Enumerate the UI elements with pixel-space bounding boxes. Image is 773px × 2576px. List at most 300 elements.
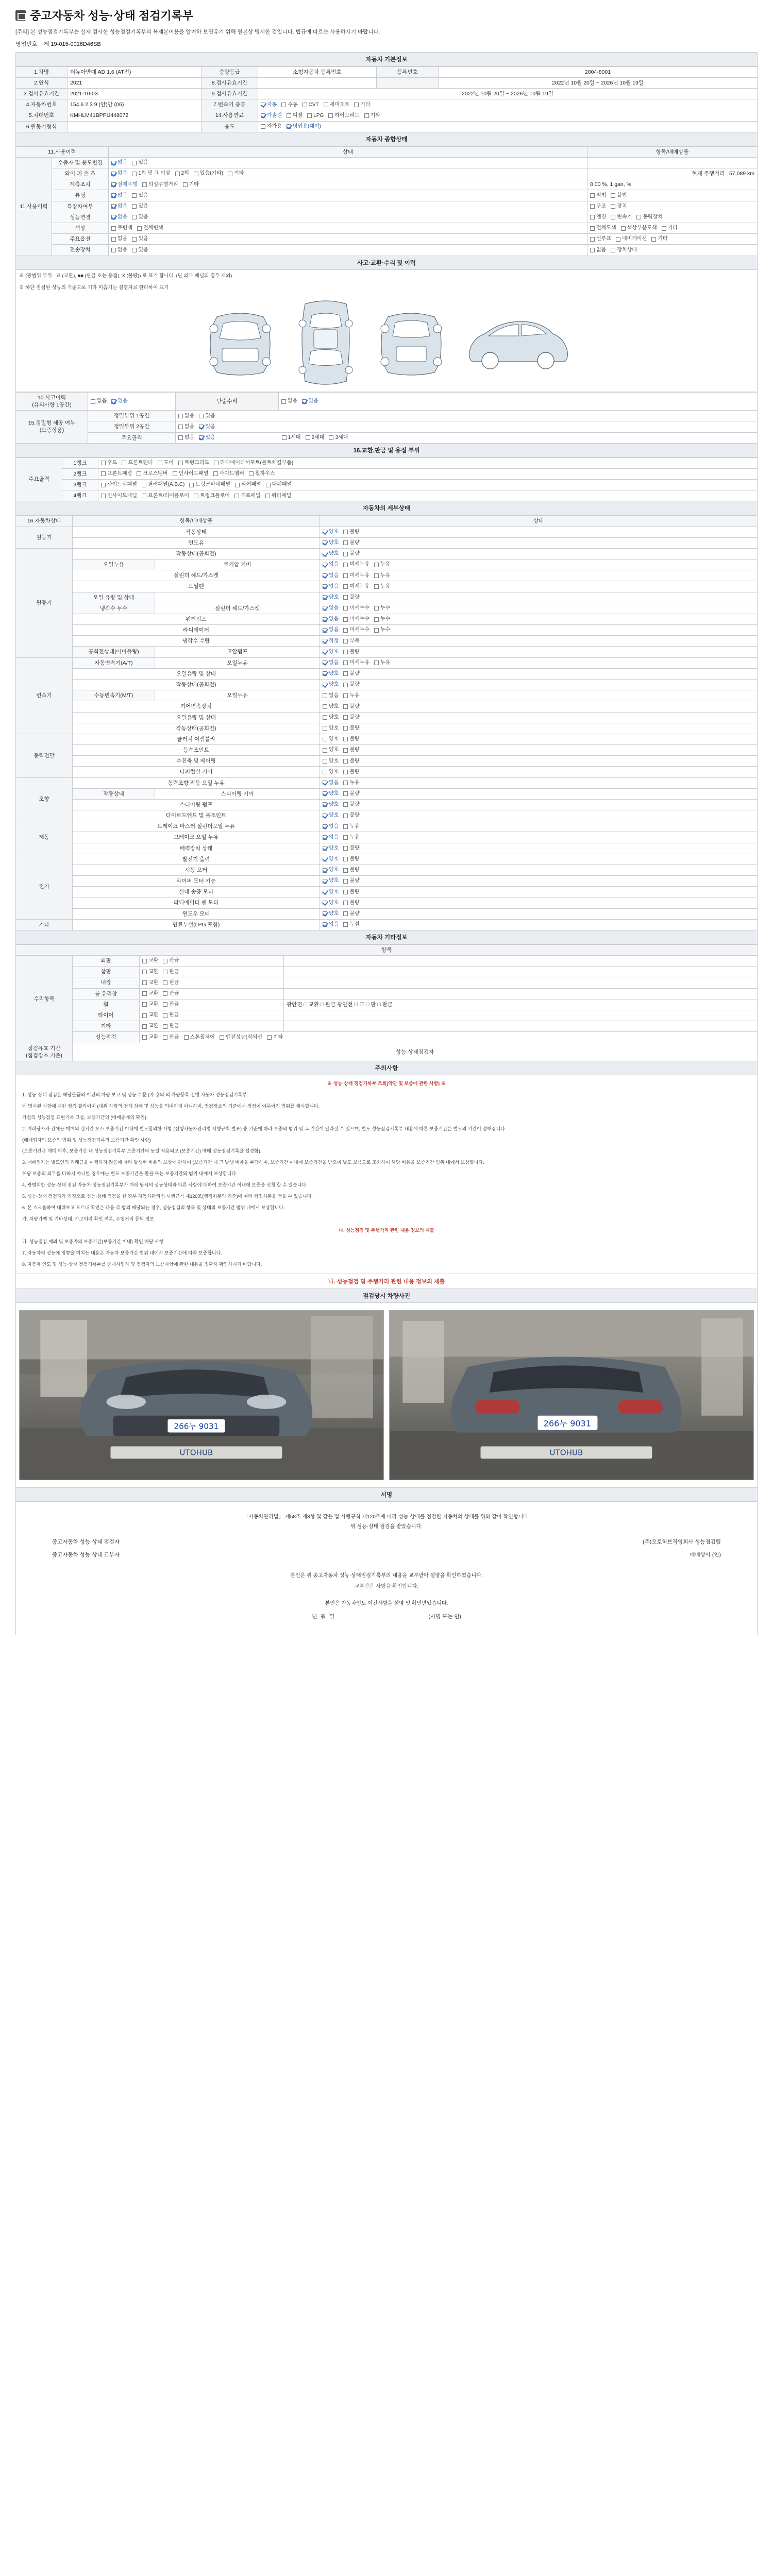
checkbox-box[interactable] bbox=[323, 595, 327, 600]
checkbox-box[interactable] bbox=[343, 922, 348, 927]
checkbox-box[interactable] bbox=[343, 584, 348, 589]
checkbox-option[interactable] bbox=[163, 1001, 179, 1008]
checkbox-box[interactable] bbox=[343, 540, 348, 545]
checkbox-option[interactable] bbox=[142, 1001, 158, 1008]
checkbox-option[interactable] bbox=[343, 529, 359, 536]
checkbox-box[interactable] bbox=[323, 781, 327, 785]
checkbox-option[interactable] bbox=[142, 990, 158, 997]
checkbox-option[interactable] bbox=[142, 1023, 158, 1030]
checkbox-box[interactable] bbox=[101, 471, 106, 476]
checkbox-box[interactable] bbox=[616, 237, 620, 242]
checkbox-option[interactable] bbox=[142, 1012, 158, 1019]
checkbox-box[interactable] bbox=[265, 494, 270, 498]
checkbox-box[interactable] bbox=[343, 781, 348, 785]
checkbox-box[interactable] bbox=[590, 204, 595, 209]
checkbox-option[interactable] bbox=[343, 670, 359, 677]
checkbox-option[interactable] bbox=[91, 398, 107, 405]
checkbox-box[interactable] bbox=[343, 573, 348, 578]
checkbox-option[interactable] bbox=[142, 979, 158, 987]
checkbox-option[interactable] bbox=[220, 1034, 262, 1041]
checkbox-box[interactable] bbox=[343, 802, 348, 807]
checkbox-option[interactable] bbox=[374, 583, 390, 590]
checkbox-option[interactable] bbox=[343, 812, 359, 819]
checkbox-option[interactable] bbox=[590, 247, 606, 254]
checkbox-box[interactable] bbox=[343, 552, 348, 556]
checkbox-box[interactable] bbox=[323, 922, 327, 927]
checkbox-box[interactable] bbox=[323, 814, 327, 818]
checkbox-option[interactable] bbox=[374, 616, 390, 623]
checkbox-box[interactable] bbox=[343, 737, 348, 741]
checkbox-option[interactable] bbox=[343, 790, 359, 798]
checkbox-option[interactable] bbox=[132, 170, 170, 177]
checkbox-box[interactable] bbox=[132, 237, 137, 242]
checkbox-option[interactable] bbox=[199, 423, 215, 431]
checkbox-option[interactable] bbox=[343, 758, 359, 765]
checkbox-option[interactable] bbox=[323, 910, 339, 918]
checkbox-option[interactable] bbox=[214, 460, 293, 467]
checkbox-box[interactable] bbox=[343, 704, 348, 709]
checkbox-box[interactable] bbox=[261, 124, 265, 129]
checkbox-option[interactable] bbox=[111, 192, 127, 199]
checkbox-box[interactable] bbox=[306, 435, 310, 440]
checkbox-option[interactable] bbox=[343, 659, 369, 667]
checkbox-box[interactable] bbox=[364, 113, 369, 118]
checkbox-option[interactable] bbox=[137, 225, 163, 232]
checkbox-option[interactable] bbox=[323, 681, 339, 688]
checkbox-option[interactable] bbox=[323, 572, 339, 580]
checkbox-option[interactable] bbox=[323, 550, 339, 557]
checkbox-box[interactable] bbox=[214, 461, 219, 465]
checkbox-box[interactable] bbox=[199, 435, 204, 440]
checkbox-option[interactable] bbox=[323, 736, 339, 743]
checkbox-box[interactable] bbox=[142, 959, 147, 963]
checkbox-box[interactable] bbox=[111, 248, 116, 252]
checkbox-box[interactable] bbox=[142, 970, 147, 974]
checkbox-box[interactable] bbox=[137, 471, 141, 476]
checkbox-option[interactable] bbox=[323, 670, 339, 677]
checkbox-box[interactable] bbox=[132, 215, 137, 219]
checkbox-option[interactable] bbox=[163, 990, 179, 997]
checkbox-option[interactable] bbox=[111, 203, 127, 210]
checkbox-option[interactable] bbox=[323, 790, 339, 798]
checkbox-box[interactable] bbox=[343, 759, 348, 764]
checkbox-option[interactable] bbox=[374, 605, 390, 612]
checkbox-box[interactable] bbox=[111, 204, 116, 209]
checkbox-box[interactable] bbox=[163, 1013, 167, 1018]
checkbox-option[interactable] bbox=[343, 649, 359, 656]
checkbox-box[interactable] bbox=[323, 617, 327, 622]
checkbox-box[interactable] bbox=[323, 715, 327, 720]
checkbox-option[interactable] bbox=[132, 159, 148, 166]
checkbox-option[interactable] bbox=[651, 235, 667, 243]
checkbox-box[interactable] bbox=[323, 660, 327, 665]
checkbox-option[interactable] bbox=[636, 214, 663, 221]
checkbox-box[interactable] bbox=[323, 802, 327, 807]
checkbox-box[interactable] bbox=[261, 113, 265, 118]
checkbox-option[interactable] bbox=[343, 703, 359, 710]
checkbox-box[interactable] bbox=[343, 748, 348, 753]
checkbox-box[interactable] bbox=[343, 879, 348, 884]
checkbox-box[interactable] bbox=[323, 650, 327, 654]
checkbox-option[interactable] bbox=[354, 101, 370, 109]
checkbox-box[interactable] bbox=[343, 530, 348, 534]
checkbox-option[interactable] bbox=[323, 845, 339, 852]
checkbox-option[interactable] bbox=[323, 867, 339, 874]
checkbox-option[interactable] bbox=[323, 714, 339, 721]
checkbox-option[interactable] bbox=[343, 823, 359, 831]
checkbox-option[interactable] bbox=[282, 434, 301, 442]
checkbox-option[interactable] bbox=[142, 493, 189, 500]
checkbox-option[interactable] bbox=[324, 101, 350, 109]
checkbox-box[interactable] bbox=[343, 814, 348, 818]
checkbox-box[interactable] bbox=[611, 193, 615, 198]
checkbox-option[interactable] bbox=[122, 460, 153, 467]
checkbox-box[interactable] bbox=[374, 628, 379, 633]
checkbox-option[interactable] bbox=[178, 423, 194, 431]
checkbox-box[interactable] bbox=[324, 103, 328, 107]
checkbox-option[interactable] bbox=[323, 616, 339, 623]
checkbox-option[interactable] bbox=[323, 779, 339, 787]
checkbox-option[interactable] bbox=[343, 594, 359, 601]
checkbox-option[interactable] bbox=[142, 481, 184, 488]
checkbox-box[interactable] bbox=[323, 563, 327, 567]
checkbox-box[interactable] bbox=[343, 693, 348, 698]
checkbox-box[interactable] bbox=[282, 435, 287, 440]
checkbox-option[interactable] bbox=[178, 434, 194, 442]
checkbox-option[interactable] bbox=[184, 1034, 215, 1041]
checkbox-option[interactable] bbox=[343, 867, 359, 874]
checkbox-box[interactable] bbox=[323, 540, 327, 545]
checkbox-box[interactable] bbox=[343, 595, 348, 600]
checkbox-box[interactable] bbox=[374, 573, 379, 578]
checkbox-box[interactable] bbox=[328, 113, 333, 118]
checkbox-option[interactable] bbox=[137, 470, 167, 478]
checkbox-option[interactable] bbox=[343, 779, 359, 787]
checkbox-box[interactable] bbox=[132, 161, 137, 165]
checkbox-box[interactable] bbox=[323, 693, 327, 698]
checkbox-box[interactable] bbox=[281, 103, 286, 107]
checkbox-box[interactable] bbox=[101, 494, 106, 498]
checkbox-option[interactable] bbox=[228, 170, 244, 177]
checkbox-option[interactable] bbox=[302, 398, 318, 405]
checkbox-box[interactable] bbox=[281, 399, 286, 404]
checkbox-box[interactable] bbox=[228, 172, 232, 176]
checkbox-box[interactable] bbox=[323, 552, 327, 556]
checkbox-option[interactable] bbox=[101, 481, 137, 488]
checkbox-option[interactable] bbox=[306, 434, 325, 442]
checkbox-option[interactable] bbox=[142, 957, 158, 964]
checkbox-box[interactable] bbox=[111, 226, 116, 231]
checkbox-box[interactable] bbox=[235, 483, 240, 487]
checkbox-option[interactable] bbox=[323, 812, 339, 819]
checkbox-box[interactable] bbox=[91, 399, 95, 404]
checkbox-box[interactable] bbox=[323, 726, 327, 731]
checkbox-option[interactable] bbox=[329, 434, 348, 442]
checkbox-option[interactable] bbox=[328, 112, 359, 120]
checkbox-box[interactable] bbox=[343, 683, 348, 687]
checkbox-box[interactable] bbox=[343, 835, 348, 840]
checkbox-box[interactable] bbox=[343, 911, 348, 916]
checkbox-option[interactable] bbox=[374, 626, 390, 634]
checkbox-option[interactable] bbox=[163, 957, 179, 964]
checkbox-option[interactable] bbox=[163, 1023, 179, 1030]
checkbox-option[interactable] bbox=[194, 493, 230, 500]
checkbox-box[interactable] bbox=[590, 226, 595, 231]
checkbox-box[interactable] bbox=[173, 471, 177, 476]
checkbox-option[interactable] bbox=[616, 235, 647, 243]
checkbox-box[interactable] bbox=[329, 435, 333, 440]
checkbox-option[interactable] bbox=[281, 101, 297, 109]
checkbox-option[interactable] bbox=[267, 1034, 283, 1041]
checkbox-box[interactable] bbox=[142, 494, 146, 498]
checkbox-box[interactable] bbox=[142, 483, 146, 487]
checkbox-box[interactable] bbox=[158, 461, 162, 465]
checkbox-box[interactable] bbox=[323, 683, 327, 687]
checkbox-box[interactable] bbox=[343, 606, 348, 611]
checkbox-option[interactable] bbox=[132, 214, 148, 221]
checkbox-box[interactable] bbox=[287, 124, 291, 129]
checkbox-box[interactable] bbox=[142, 1024, 147, 1029]
checkbox-option[interactable] bbox=[261, 112, 282, 120]
checkbox-option[interactable] bbox=[111, 235, 127, 243]
checkbox-box[interactable] bbox=[662, 226, 666, 231]
checkbox-box[interactable] bbox=[142, 1013, 147, 1018]
checkbox-box[interactable] bbox=[343, 660, 348, 665]
checkbox-option[interactable] bbox=[343, 616, 369, 623]
checkbox-box[interactable] bbox=[178, 435, 183, 440]
checkbox-box[interactable] bbox=[142, 1035, 147, 1040]
checkbox-option[interactable] bbox=[111, 159, 127, 166]
checkbox-box[interactable] bbox=[132, 172, 137, 176]
checkbox-box[interactable] bbox=[323, 704, 327, 709]
checkbox-box[interactable] bbox=[651, 237, 656, 242]
checkbox-box[interactable] bbox=[323, 835, 327, 840]
checkbox-box[interactable] bbox=[343, 671, 348, 676]
checkbox-box[interactable] bbox=[323, 737, 327, 741]
checkbox-option[interactable] bbox=[590, 214, 606, 221]
checkbox-option[interactable] bbox=[132, 203, 148, 210]
checkbox-option[interactable] bbox=[343, 681, 359, 688]
checkbox-box[interactable] bbox=[343, 715, 348, 720]
checkbox-box[interactable] bbox=[189, 483, 194, 487]
checkbox-option[interactable] bbox=[194, 170, 223, 177]
checkbox-box[interactable] bbox=[111, 182, 116, 187]
checkbox-option[interactable] bbox=[261, 123, 282, 130]
checkbox-box[interactable] bbox=[163, 1002, 167, 1007]
checkbox-box[interactable] bbox=[590, 237, 595, 242]
checkbox-box[interactable] bbox=[323, 879, 327, 884]
checkbox-box[interactable] bbox=[343, 726, 348, 731]
checkbox-box[interactable] bbox=[354, 103, 359, 107]
checkbox-box[interactable] bbox=[323, 639, 327, 643]
checkbox-box[interactable] bbox=[163, 970, 167, 974]
checkbox-box[interactable] bbox=[590, 215, 595, 219]
checkbox-option[interactable] bbox=[343, 692, 359, 700]
checkbox-option[interactable] bbox=[101, 470, 132, 478]
checkbox-box[interactable] bbox=[213, 471, 218, 476]
checkbox-box[interactable] bbox=[611, 204, 615, 209]
checkbox-box[interactable] bbox=[323, 573, 327, 578]
checkbox-box[interactable] bbox=[194, 494, 198, 498]
checkbox-box[interactable] bbox=[343, 617, 348, 622]
checkbox-option[interactable] bbox=[323, 823, 339, 831]
checkbox-box[interactable] bbox=[267, 1035, 272, 1040]
checkbox-option[interactable] bbox=[343, 877, 359, 885]
checkbox-box[interactable] bbox=[111, 161, 116, 165]
checkbox-option[interactable] bbox=[265, 493, 292, 500]
checkbox-box[interactable] bbox=[323, 824, 327, 829]
checkbox-box[interactable] bbox=[287, 113, 291, 118]
checkbox-option[interactable] bbox=[611, 203, 627, 210]
checkbox-box[interactable] bbox=[323, 770, 327, 774]
checkbox-option[interactable] bbox=[611, 192, 627, 199]
checkbox-option[interactable] bbox=[343, 736, 359, 743]
checkbox-option[interactable] bbox=[343, 561, 369, 568]
checkbox-box[interactable] bbox=[374, 617, 379, 622]
checkbox-box[interactable] bbox=[249, 471, 254, 476]
checkbox-box[interactable] bbox=[132, 248, 137, 252]
checkbox-option[interactable] bbox=[111, 181, 138, 189]
checkbox-box[interactable] bbox=[199, 414, 204, 418]
checkbox-option[interactable] bbox=[235, 481, 261, 488]
checkbox-option[interactable] bbox=[343, 900, 359, 907]
checkbox-box[interactable] bbox=[343, 628, 348, 633]
checkbox-option[interactable] bbox=[343, 583, 369, 590]
checkbox-option[interactable] bbox=[213, 470, 244, 478]
checkbox-option[interactable] bbox=[343, 605, 369, 612]
checkbox-box[interactable] bbox=[175, 172, 180, 176]
checkbox-box[interactable] bbox=[163, 1035, 167, 1040]
checkbox-option[interactable] bbox=[101, 460, 117, 467]
checkbox-option[interactable] bbox=[323, 659, 339, 667]
checkbox-option[interactable] bbox=[175, 170, 189, 177]
checkbox-option[interactable] bbox=[199, 413, 215, 420]
checkbox-box[interactable] bbox=[343, 791, 348, 796]
checkbox-option[interactable] bbox=[343, 747, 359, 754]
checkbox-box[interactable] bbox=[163, 959, 167, 963]
checkbox-box[interactable] bbox=[323, 530, 327, 534]
checkbox-option[interactable] bbox=[323, 725, 339, 732]
checkbox-box[interactable] bbox=[183, 182, 188, 187]
checkbox-option[interactable] bbox=[323, 900, 339, 907]
checkbox-box[interactable] bbox=[199, 425, 204, 429]
checkbox-box[interactable] bbox=[142, 980, 147, 985]
checkbox-box[interactable] bbox=[323, 759, 327, 764]
checkbox-box[interactable] bbox=[323, 890, 327, 894]
checkbox-box[interactable] bbox=[302, 399, 307, 404]
checkbox-option[interactable] bbox=[132, 192, 148, 199]
checkbox-option[interactable] bbox=[111, 225, 132, 232]
checkbox-box[interactable] bbox=[323, 791, 327, 796]
checkbox-option[interactable] bbox=[323, 692, 339, 700]
checkbox-option[interactable] bbox=[343, 539, 359, 547]
checkbox-box[interactable] bbox=[323, 748, 327, 753]
checkbox-box[interactable] bbox=[178, 461, 183, 465]
checkbox-box[interactable] bbox=[132, 204, 137, 209]
checkbox-box[interactable] bbox=[374, 606, 379, 611]
checkbox-box[interactable] bbox=[266, 483, 271, 487]
checkbox-option[interactable] bbox=[343, 725, 359, 732]
checkbox-option[interactable] bbox=[343, 572, 369, 580]
checkbox-option[interactable] bbox=[364, 112, 380, 120]
checkbox-option[interactable] bbox=[590, 203, 606, 210]
checkbox-box[interactable] bbox=[323, 846, 327, 851]
checkbox-box[interactable] bbox=[636, 215, 641, 219]
checkbox-option[interactable] bbox=[142, 969, 158, 976]
checkbox-option[interactable] bbox=[142, 181, 178, 189]
checkbox-option[interactable] bbox=[132, 235, 148, 243]
checkbox-box[interactable] bbox=[343, 868, 348, 873]
checkbox-option[interactable] bbox=[323, 877, 339, 885]
checkbox-option[interactable] bbox=[343, 714, 359, 721]
checkbox-box[interactable] bbox=[374, 563, 379, 567]
checkbox-box[interactable] bbox=[611, 248, 615, 252]
checkbox-box[interactable] bbox=[323, 671, 327, 676]
checkbox-box[interactable] bbox=[374, 660, 379, 665]
checkbox-option[interactable] bbox=[343, 801, 359, 808]
checkbox-option[interactable] bbox=[163, 969, 179, 976]
checkbox-box[interactable] bbox=[234, 494, 239, 498]
checkbox-box[interactable] bbox=[343, 639, 348, 643]
checkbox-box[interactable] bbox=[111, 399, 116, 404]
checkbox-option[interactable] bbox=[323, 921, 339, 928]
checkbox-box[interactable] bbox=[101, 461, 106, 465]
checkbox-box[interactable] bbox=[343, 890, 348, 894]
checkbox-box[interactable] bbox=[343, 846, 348, 851]
checkbox-box[interactable] bbox=[621, 226, 626, 231]
checkbox-option[interactable] bbox=[101, 493, 137, 500]
checkbox-option[interactable] bbox=[323, 758, 339, 765]
checkbox-option[interactable] bbox=[374, 561, 390, 568]
checkbox-option[interactable] bbox=[178, 413, 194, 420]
checkbox-box[interactable] bbox=[261, 103, 265, 107]
checkbox-box[interactable] bbox=[323, 584, 327, 589]
checkbox-box[interactable] bbox=[343, 770, 348, 774]
checkbox-box[interactable] bbox=[184, 1035, 189, 1040]
checkbox-box[interactable] bbox=[178, 425, 183, 429]
checkbox-option[interactable] bbox=[323, 801, 339, 808]
checkbox-box[interactable] bbox=[343, 857, 348, 861]
checkbox-option[interactable] bbox=[343, 834, 359, 841]
checkbox-option[interactable] bbox=[323, 769, 339, 776]
checkbox-option[interactable] bbox=[323, 889, 339, 896]
checkbox-option[interactable] bbox=[374, 659, 390, 667]
checkbox-box[interactable] bbox=[178, 414, 183, 418]
checkbox-option[interactable] bbox=[173, 470, 209, 478]
checkbox-option[interactable] bbox=[323, 638, 339, 645]
checkbox-box[interactable] bbox=[194, 172, 198, 176]
checkbox-option[interactable] bbox=[323, 834, 339, 841]
checkbox-option[interactable] bbox=[323, 529, 339, 536]
checkbox-option[interactable] bbox=[323, 703, 339, 710]
checkbox-box[interactable] bbox=[142, 1002, 147, 1007]
checkbox-option[interactable] bbox=[261, 101, 277, 109]
checkbox-option[interactable] bbox=[323, 594, 339, 601]
checkbox-option[interactable] bbox=[590, 225, 616, 232]
checkbox-box[interactable] bbox=[163, 1024, 167, 1029]
checkbox-option[interactable] bbox=[343, 889, 359, 896]
checkbox-box[interactable] bbox=[323, 857, 327, 861]
checkbox-box[interactable] bbox=[590, 248, 595, 252]
checkbox-option[interactable] bbox=[111, 398, 127, 405]
checkbox-option[interactable] bbox=[611, 214, 632, 221]
checkbox-option[interactable] bbox=[111, 247, 127, 254]
checkbox-option[interactable] bbox=[111, 170, 127, 177]
checkbox-box[interactable] bbox=[220, 1035, 224, 1040]
checkbox-option[interactable] bbox=[611, 247, 637, 254]
checkbox-option[interactable] bbox=[266, 481, 292, 488]
checkbox-option[interactable] bbox=[189, 481, 230, 488]
